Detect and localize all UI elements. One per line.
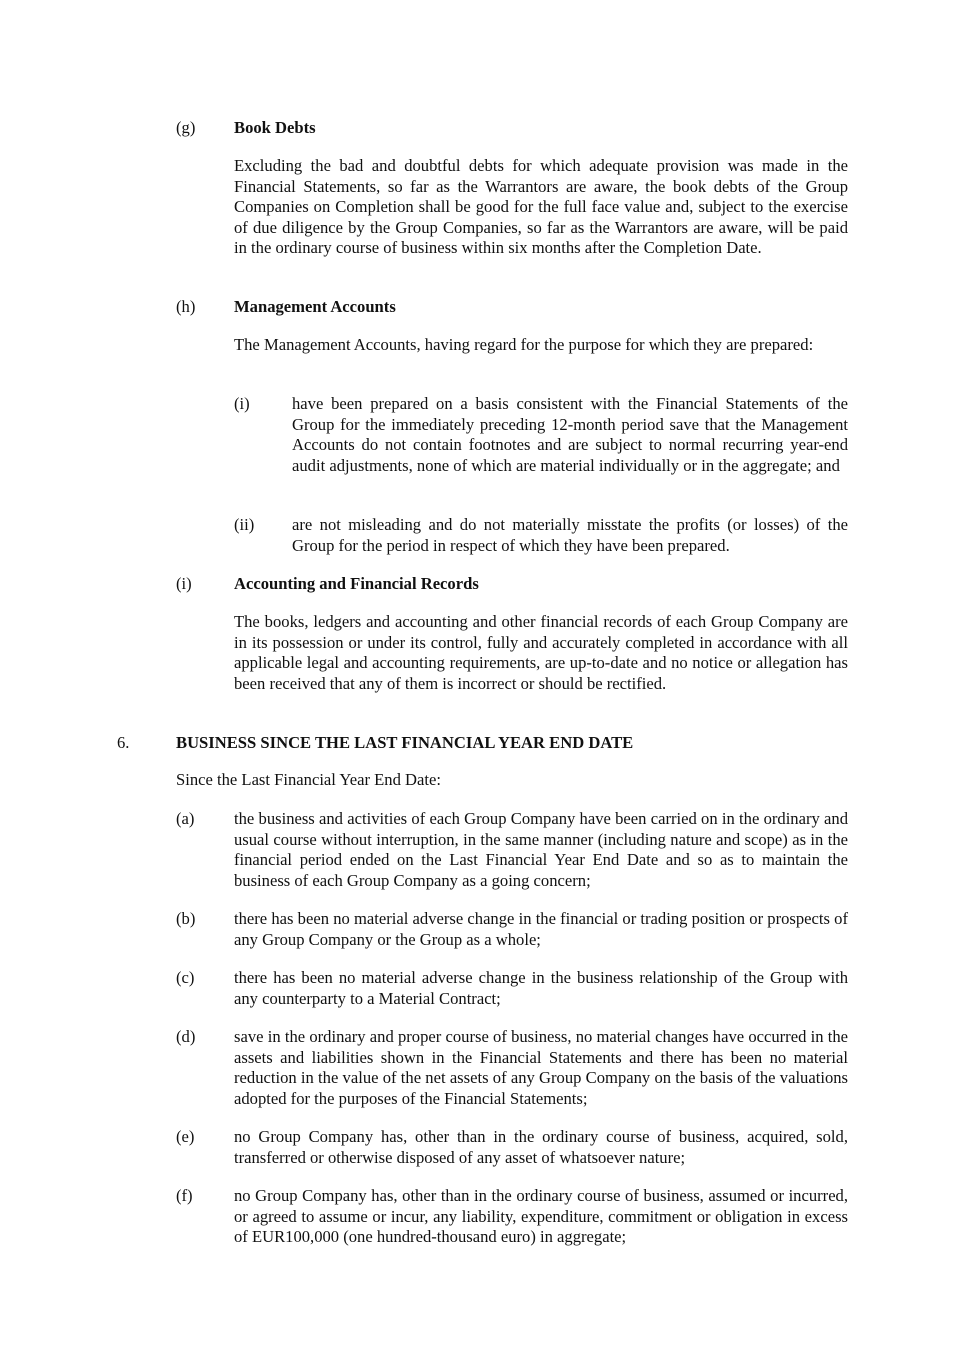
section-6-c-label: (c): [176, 968, 195, 987]
clause-i-heading: Accounting and Financial Records: [234, 574, 479, 593]
clause-h-label: (h): [176, 297, 196, 316]
clause-h-intro: The Management Accounts, having regard for the purpose for which they are prepared:: [234, 335, 814, 354]
section-6-f-text: no Group Company has, other than in the ordinary course of business, assumed or incurred, or agreed to assume or incur, any liability, expenditure, commitment or obligation in excess of EUR100,000 (one hundred-thousand euro) in aggregate;: [234, 1186, 848, 1247]
clause-g-text: Excluding the bad and doubtful debts for which adequate provision was made in the Financial Statements, so far as the Warrantors are aware, the book debts of the Group Companies on Completion shall be good for the full face value and, subject to the exercise of due diligence by the Group Companies, so far as the Warrantors are aware, will be paid in the ordinary course of business within six months after the Completion Date.: [234, 156, 848, 258]
section-6-a-text: the business and activities of each Group Company have been carried on in the ordinary and usual course without interruption, in the same manner (including nature and scope) as in the financial period ended on the Last Financial Year End Date and so as to maintain the business of each Group Company as a going concern;: [234, 809, 848, 890]
clause-h-i-label: (i): [234, 394, 250, 413]
section-6-f-label: (f): [176, 1186, 193, 1205]
section-6-b-label: (b): [176, 909, 196, 928]
clause-i-text: The books, ledgers and accounting and other financial records of each Group Company are in its possession or under its control, fully and accurately completed in accordance with all applicable legal and accounting requirements, are up-to-date and no notice or allegation has been received that any of them is incorrect or should be rectified.: [234, 612, 848, 693]
section-6-d-label: (d): [176, 1027, 196, 1046]
clause-i-label: (i): [176, 574, 192, 593]
clause-h-i-text: have been prepared on a basis consistent with the Financial Statements of the Group for the immediately preceding 12-month period save that the Management Accounts do not contain footnotes and are subject to normal recurring year-end audit adjustments, none of which are material individually or in the aggregate; and: [292, 394, 848, 475]
clause-h-ii-label: (ii): [234, 515, 255, 534]
section-6-e-text: no Group Company has, other than in the ordinary course of business, acquired, sold, transferred or otherwise disposed of any asset of whatsoever nature;: [234, 1127, 848, 1167]
section-6-intro: Since the Last Financial Year End Date:: [176, 770, 441, 789]
section-6-heading: BUSINESS SINCE THE LAST FINANCIAL YEAR END DATE: [176, 733, 634, 752]
clause-h-ii-text: are not misleading and do not materially misstate the profits (or losses) of the Group for the period in respect of which they have been prepared.: [292, 515, 848, 555]
clause-g-heading: Book Debts: [234, 118, 316, 137]
clause-h-heading: Management Accounts: [234, 297, 396, 316]
section-6-e-label: (e): [176, 1127, 195, 1146]
section-6-b-text: there has been no material adverse change in the financial or trading position or prospects of any Group Company or the Group as a whole;: [234, 909, 848, 949]
section-6-d-text: save in the ordinary and proper course of business, no material changes have occurred in the assets and liabilities shown in the Financial Statements and there has been no material reduction in the value of the net assets of any Group Company on the basis of the valuations adopted for the purposes of the Financial Statements;: [234, 1027, 848, 1108]
section-6-number: 6.: [117, 733, 130, 752]
section-6-c-text: there has been no material adverse change in the business relationship of the Group with any counterparty to a Material Contract;: [234, 968, 848, 1008]
section-6-a-label: (a): [176, 809, 195, 828]
clause-g-label: (g): [176, 118, 196, 137]
